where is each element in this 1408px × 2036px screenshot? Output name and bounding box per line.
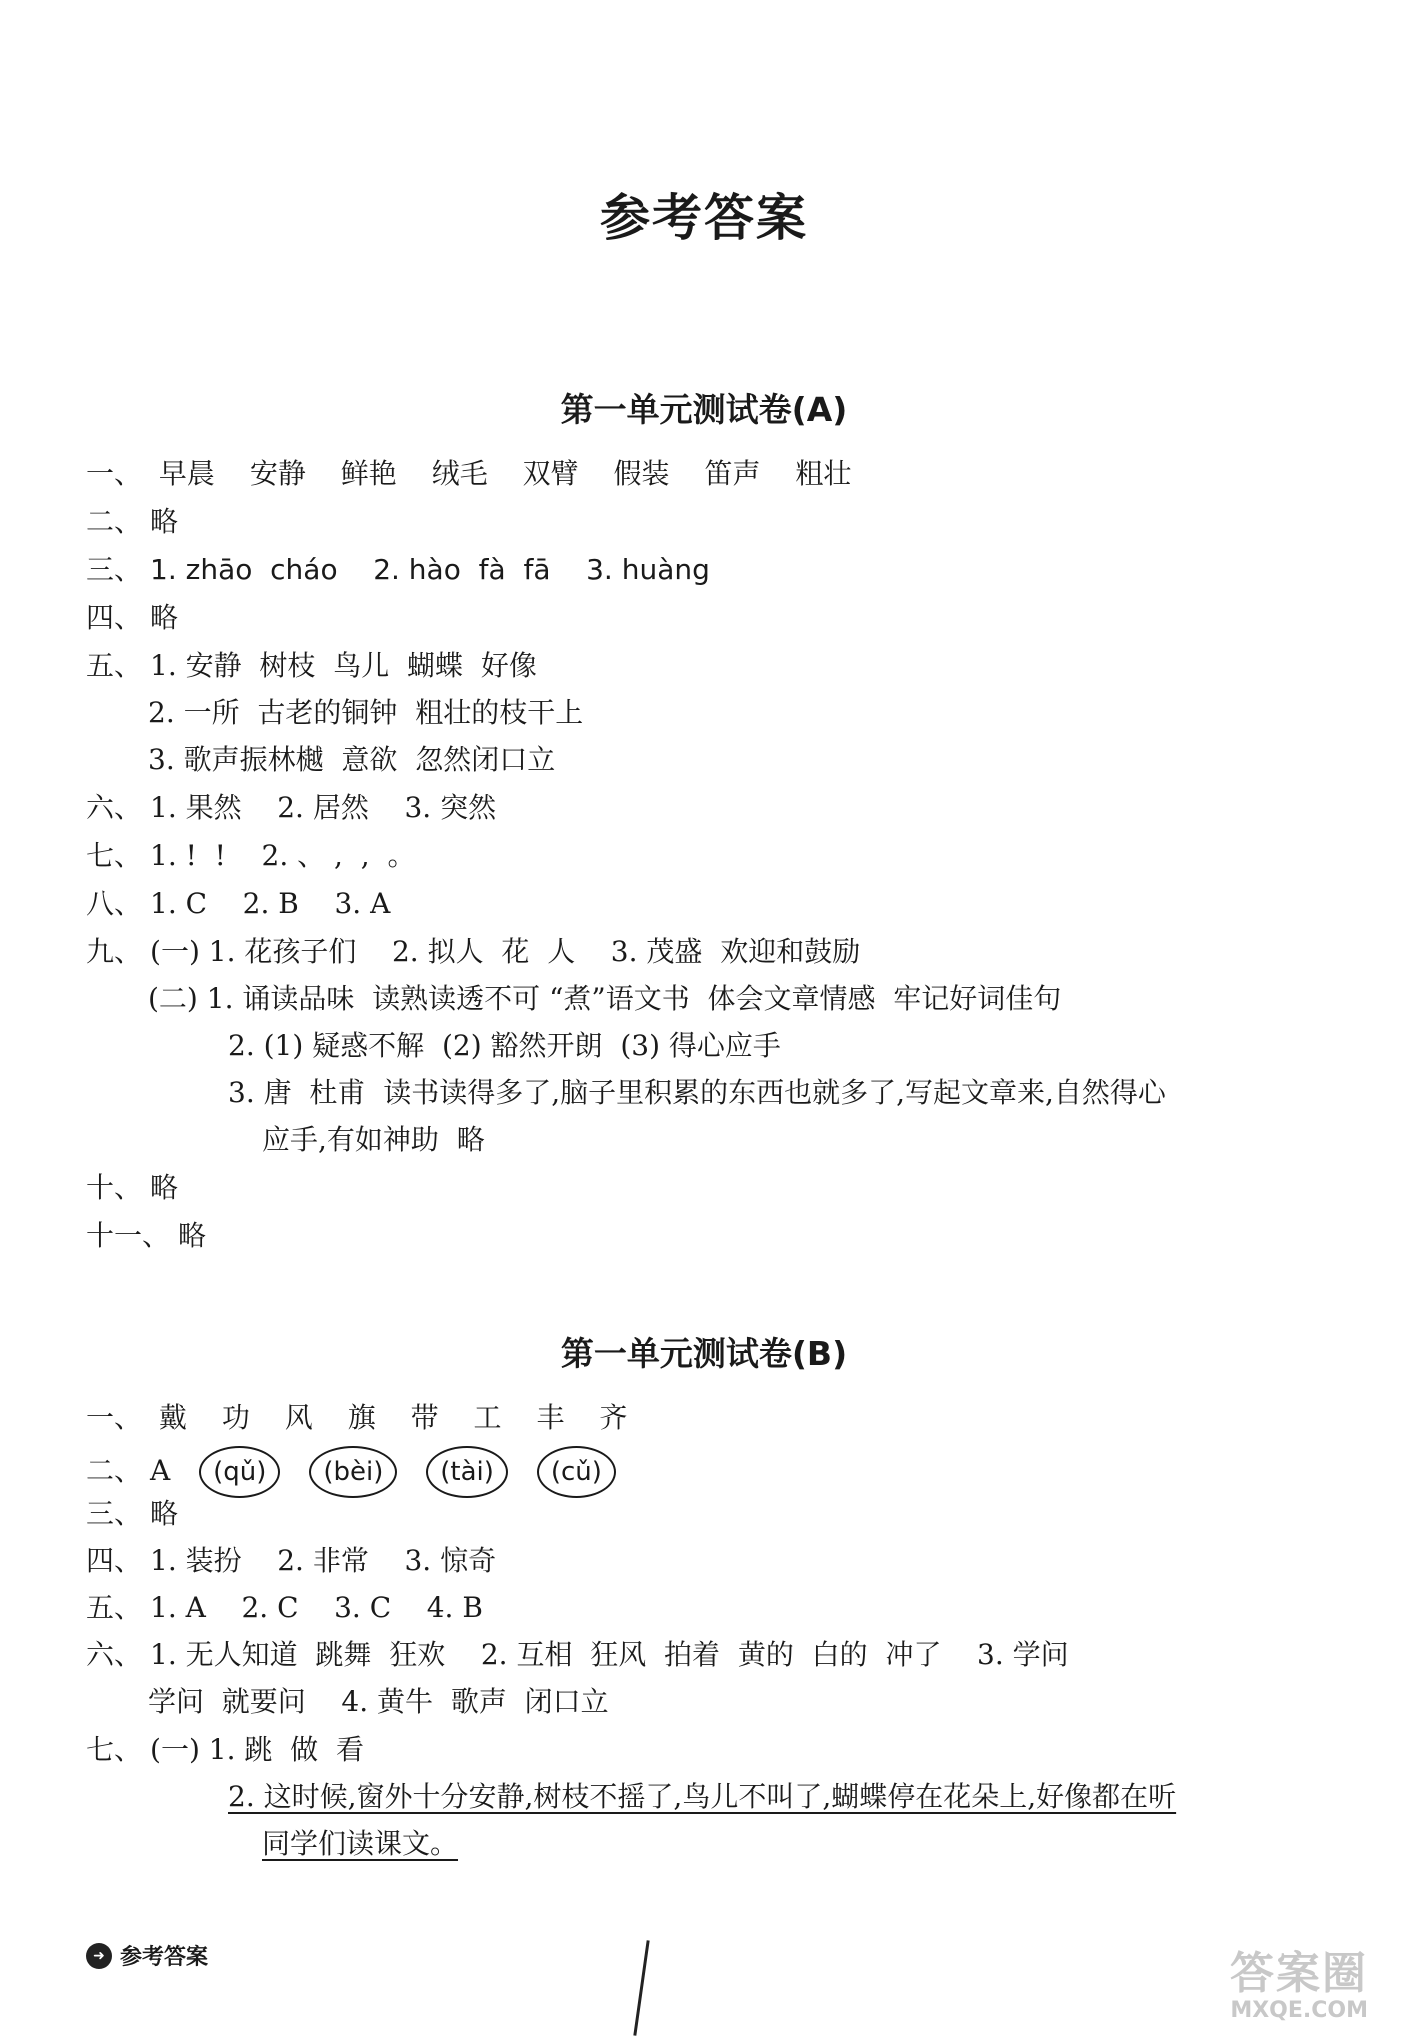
a-q1-item: 安静	[249, 457, 306, 490]
a-q3: 三、 1. zhāo cháo 2. hào fà fā 3. huàng	[86, 553, 710, 586]
b-q6-line2: 学问 就要问 4. 黄牛 歌声 闭口立	[148, 1685, 609, 1718]
circled-pinyin: (bèi)	[309, 1446, 397, 1498]
a-q2: 二、 略	[86, 505, 179, 538]
a-q11: 十一、 略	[86, 1219, 207, 1252]
pen-mark	[633, 1940, 649, 2035]
a-q5-line3: 3. 歌声振林樾 意欲 忽然闭口立	[148, 743, 556, 776]
a-q9: 九、 (一) 1. 花孩子们 2. 拟人 花 人 3. 茂盛 欢迎和鼓励	[86, 935, 861, 968]
b-q1-item: 工	[473, 1401, 502, 1434]
page-title: 参考答案	[600, 189, 808, 247]
a-q1-item: 鲜艳	[340, 457, 397, 490]
b-q6: 六、 1. 无人知道 跳舞 狂欢 2. 互相 狂风 拍着 黄的 白的 冲了 3. 学问	[86, 1638, 1069, 1671]
page-footer	[86, 1940, 208, 1971]
a-q1-item: 绒毛	[431, 457, 488, 490]
b-q7: 七、 (一) 1. 跳 做 看	[86, 1733, 364, 1766]
b-q1-item: 丰	[536, 1401, 565, 1434]
a-q9-line2: (二) 1. 诵读品味 读熟读透不可 “煮”语文书 体会文章情感 牢记好词佳句	[148, 982, 1062, 1015]
a-q10: 十、 略	[86, 1171, 179, 1204]
b-q3: 三、 略	[86, 1497, 179, 1530]
b-q1: 一、 戴 功 风 旗 带 工 丰 齐	[86, 1401, 628, 1434]
a-q1-item: 粗壮	[795, 457, 852, 490]
b-q1-item: 功	[221, 1401, 250, 1434]
b-q7-line2: 2. 这时候,窗外十分安静,树枝不摇了,鸟儿不叫了,蝴蝶停在花朵上,好像都在听	[228, 1780, 1177, 1813]
section-a-heading: 第一单元测试卷(A)	[560, 390, 848, 429]
a-q9-line3: 2. (1) 疑惑不解 (2) 豁然开朗 (3) 得心应手	[228, 1029, 781, 1062]
b-q1-item: 齐	[599, 1401, 628, 1434]
watermark: 答案圈 MXQE.COM	[1230, 1948, 1368, 2023]
b-q5: 五、 1. A 2. C 3. C 4. B	[86, 1591, 483, 1624]
b-q1-item: 戴	[158, 1401, 187, 1434]
a-q5-line2: 2. 一所 古老的铜钟 粗壮的枝干上	[148, 696, 584, 729]
a-q1: 一、 早晨 安静 鲜艳 绒毛 双臂 假装 笛声 粗壮	[86, 457, 852, 490]
b-q1-item: 旗	[347, 1401, 376, 1434]
circled-pinyin: (tài)	[426, 1446, 508, 1498]
a-q1-item: 假装	[613, 457, 670, 490]
a-q7: 七、 1. ! ! 2. 、 , , 。	[86, 839, 416, 872]
a-q1-item: 双臂	[522, 457, 579, 490]
b-q7-line3: 同学们读课文。	[262, 1827, 459, 1860]
b-q4: 四、 1. 装扮 2. 非常 3. 惊奇	[86, 1544, 497, 1577]
circled-pinyin: (qǔ)	[199, 1446, 280, 1498]
footer-label: 参考答案	[120, 1945, 209, 1970]
section-b-heading: 第一单元测试卷(B)	[560, 1334, 848, 1373]
circled-pinyin: (cǔ)	[537, 1446, 616, 1498]
arrow-icon: ➜	[86, 1943, 112, 1969]
a-q1-item: 笛声	[704, 457, 761, 490]
b-q1-item: 带	[410, 1401, 439, 1434]
a-q9-line4: 3. 唐 杜甫 读书读得多了,脑子里积累的东西也就多了,写起文章来,自然得心	[228, 1076, 1166, 1109]
a-q9-line5: 应手,有如神助 略	[262, 1123, 485, 1156]
a-q1-item: 早晨	[158, 457, 215, 490]
a-q5: 五、 1. 安静 树枝 鸟儿 蝴蝶 好像	[86, 649, 537, 682]
a-q4: 四、 略	[86, 601, 179, 634]
a-q8: 八、 1. C 2. B 3. A	[86, 887, 391, 920]
b-q1-item: 风	[284, 1401, 313, 1434]
a-q6: 六、 1. 果然 2. 居然 3. 突然	[86, 791, 497, 824]
b-q2: 二、 A (qǔ) (bèi) (tài) (cǔ)	[86, 1446, 616, 1498]
